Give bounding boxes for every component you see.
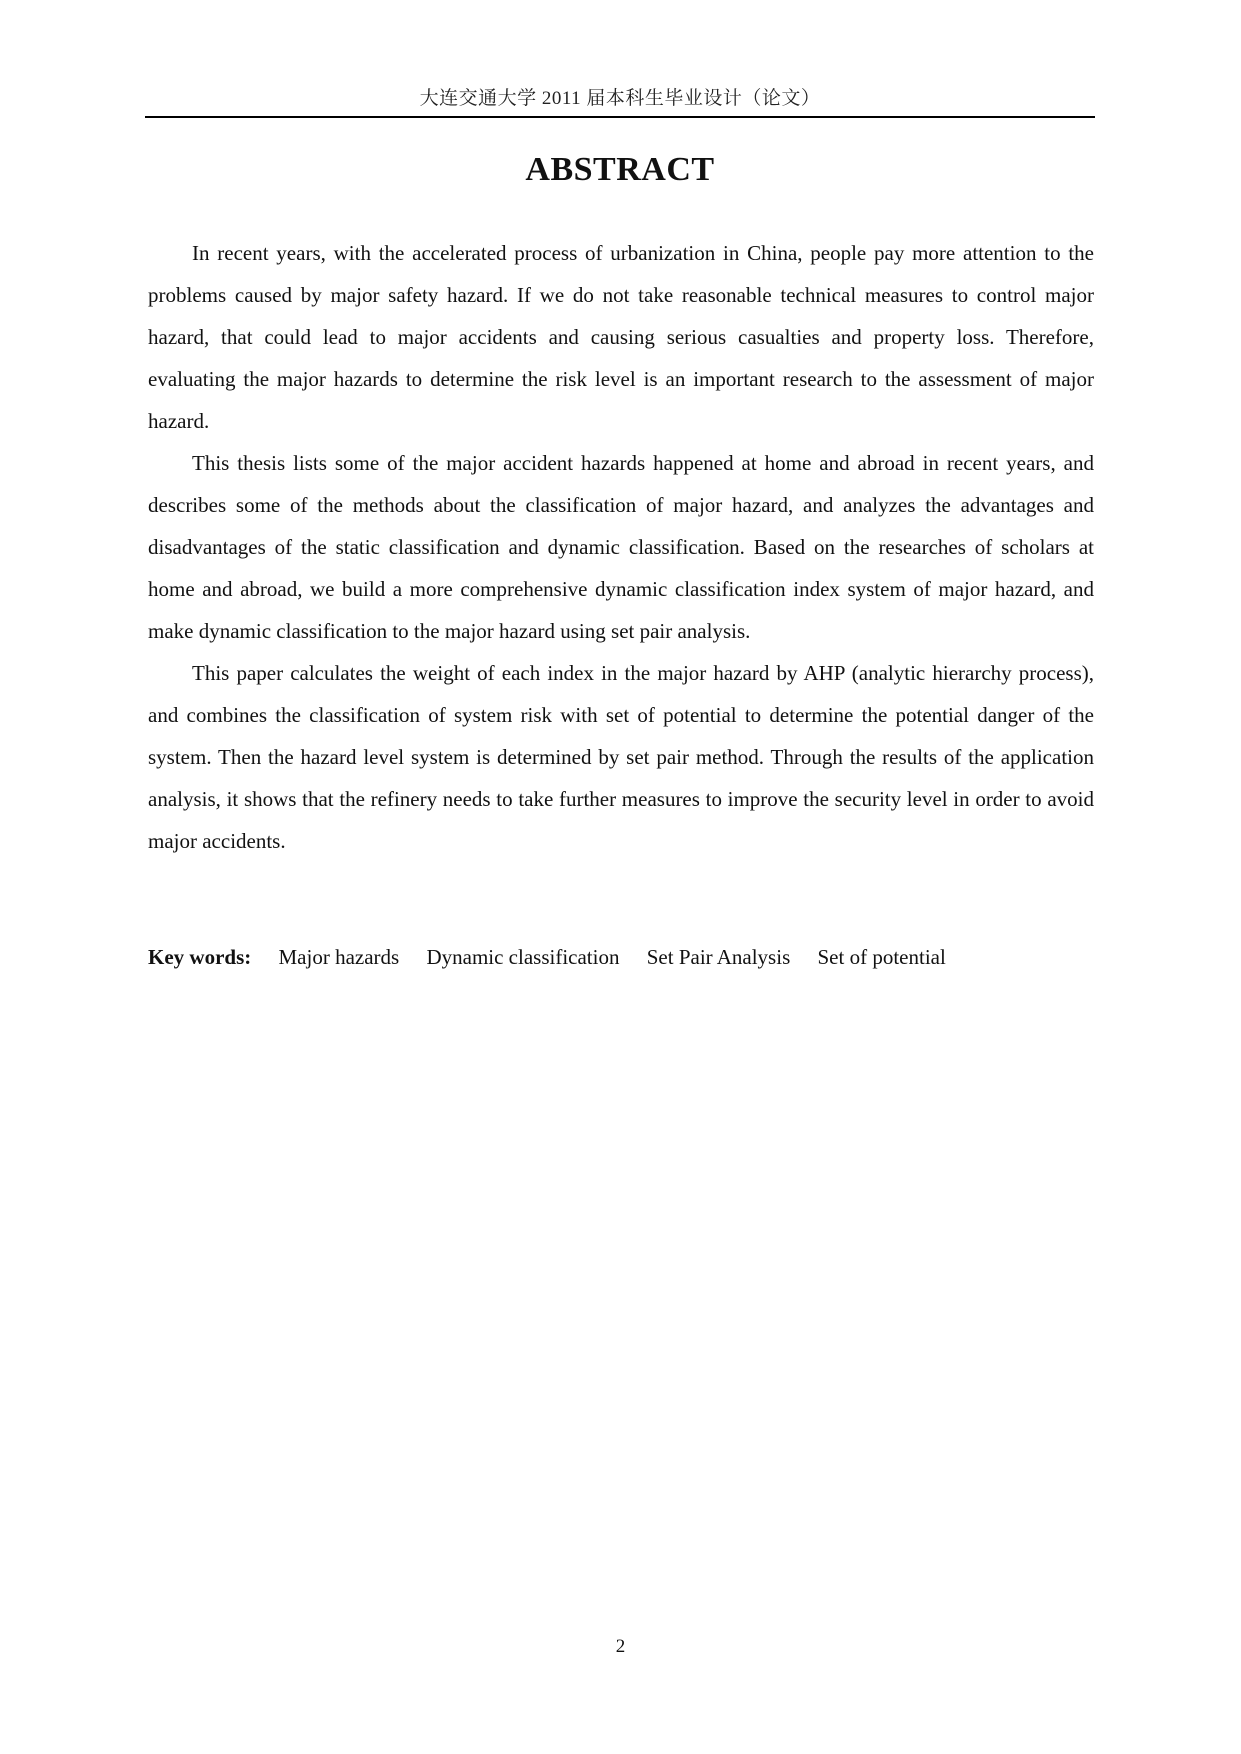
keyword-term: Set of potential [817, 945, 946, 969]
abstract-paragraph-2: This thesis lists some of the major accident hazards happened at home and abroad in recent years, and describes some of the methods about the classification of major hazard, and analyzes the advantages and disadvantages of the static classification and dynamic classification. Based on the researches of scholars at home and abroad, we build a more comprehensive dynamic classification index system of major hazard, and make dynamic classification to the major hazard using set pair analysis. [148, 451, 1094, 643]
keywords-label: Key words: [148, 945, 252, 969]
keywords-line [148, 942, 1094, 972]
abstract-paragraph-1: In recent years, with the accelerated process of urbanization in China, people pay more attention to the problems caused by major safety hazard. If we do not take reasonable technical measures to control major hazard, that could lead to major accidents and causing serious casualties and property loss. Therefore, evaluating the major hazards to determine the risk level is an important research to the assessment of major hazard. [148, 241, 1094, 433]
keyword-term: Set Pair Analysis [646, 945, 791, 969]
keyword-term: Major hazards [278, 945, 400, 969]
header-title: 大连交通大学 2011 届本科生毕业设计（论文） [419, 88, 821, 109]
keyword-term: Dynamic classification [426, 945, 620, 969]
abstract-title: ABSTRACT [525, 151, 715, 188]
page-number: 2 [615, 1636, 626, 1657]
page-header [145, 86, 1095, 118]
abstract-body [148, 232, 1094, 862]
abstract-paragraph-3: This paper calculates the weight of each index in the major hazard by AHP (analytic hierarchy process), and combines the classification of system risk with set of potential to determine the potential danger of the system. Then the hazard level system is determined by set pair method. Through the results of the application analysis, it shows that the refinery needs to take further measures to improve the security level in order to avoid major accidents. [148, 661, 1094, 853]
